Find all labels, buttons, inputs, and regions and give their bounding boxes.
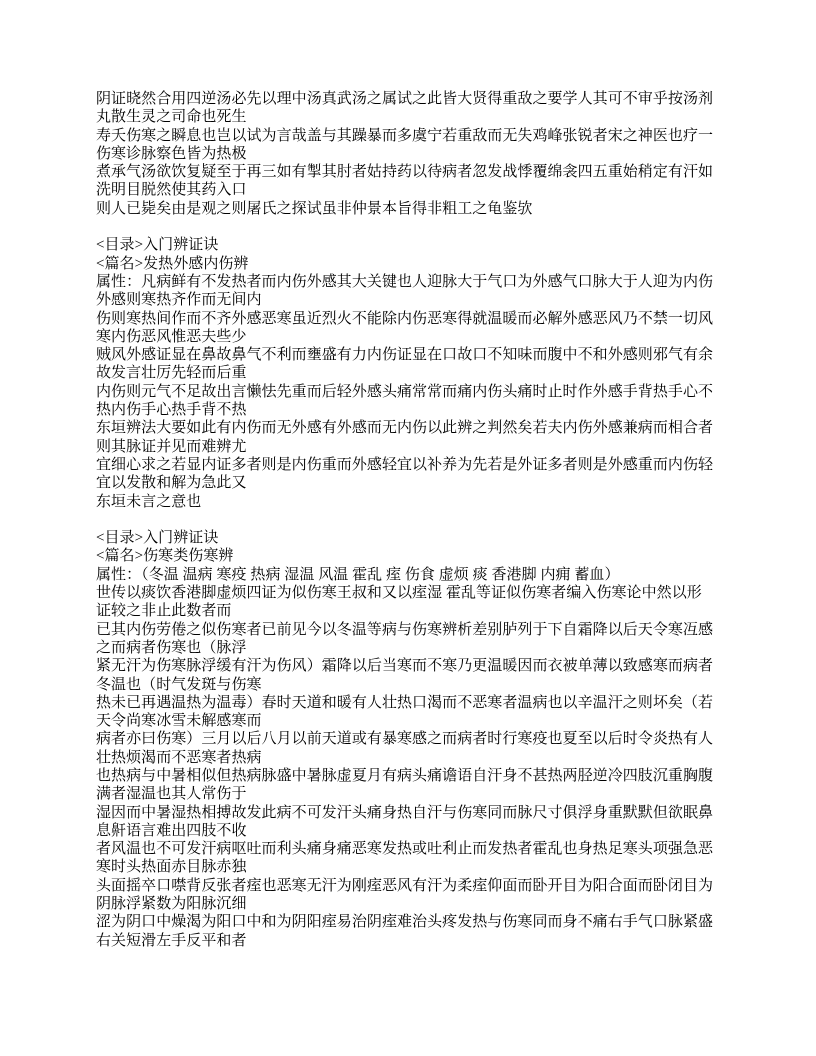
- text-line: 已其内伤劳倦之似伤寒者已前见今以冬温等病与伤寒辨析差别胪列于下自霜降以后天令寒冱感: [96, 621, 714, 638]
- text-line: 寿夭伤寒之瞬息也岂以试为言哉盖与其躁暴而多虞宁若重敌而无失鸡峰张锐者宋之神医也疗一: [96, 127, 714, 144]
- text-line: 属性：（冬温 温病 寒疫 热病 湿温 风温 霍乱 痓 伤食 虚烦 痰 香港脚 内痈 蓄血）: [96, 566, 620, 583]
- text-line: 者风温也不可发汗病呕吐而利头痛身痛恶寒发热或吐利止而发热者霍乱也身热足寒头项强急恶: [96, 841, 714, 858]
- text-line: 寒时头热面赤目脉赤独: [96, 859, 247, 876]
- text-line: <目录>入门辨证诀: [96, 237, 219, 254]
- text-line: 故发言壮厉先轻而后重: [96, 365, 247, 382]
- text-line: 头面摇卒口噤背反张者痓也恶寒无汗为刚痓恶风有汗为柔痓仰面而卧开目为阳合面而卧闭目为: [96, 877, 714, 894]
- text-line: 右关短滑左手反平和者: [96, 932, 247, 949]
- text-block: [96, 90, 720, 950]
- text-line: 宜以发散和解为急此又: [96, 475, 247, 492]
- text-line: 也热病与中暑相似但热病脉盛中暑脉虚夏月有病头痛谵语自汗身不甚热两胫逆冷四肢沉重胸腹: [96, 767, 714, 784]
- text-line: 冬温也（时气发斑与伤寒: [96, 676, 262, 693]
- text-line: 则人已毙矣由是观之则屠氏之探试虽非仲景本旨得非粗工之龟鉴欤: [96, 200, 533, 217]
- text-line: 息鼾语言难出四肢不收: [96, 822, 247, 839]
- text-line: 丸散生灵之司命也死生: [96, 109, 247, 126]
- text-line: 湿因而中暑湿热相搏故发此病不可发汗头痛身热自汗与伤寒同而脉尺寸俱浮身重默默但欲眠鼻: [96, 804, 714, 821]
- text-line: 天令尚寒冰雪未解感寒而: [96, 713, 262, 730]
- text-line: 涩为阴口中燥渴为阳口中和为阴阳痓易治阴痓难治头疼发热与伤寒同而身不痛右手气口脉紧盛: [96, 914, 714, 931]
- blank-line: [96, 511, 720, 529]
- text-line: 内伤则元气不足故出言懒怯先重而后轻外感头痛常常而痛内伤头痛时止时作外感手背热手心不: [96, 383, 714, 400]
- text-line: 东垣辨法大要如此有内伤而无外感有外感而无内伤以此辨之判然矣若夫内伤外感兼病而相合者: [96, 420, 714, 437]
- text-line: 煮承气汤欲饮复疑至于再三如有掣其肘者姑持药以待病者忽发战悸覆绵衾四五重始稍定有汗如: [96, 164, 714, 181]
- text-line: 伤则寒热间作而不齐外感恶寒虽近烈火不能除内伤恶寒得就温暖而必解外感恶风乃不禁一切风: [96, 310, 714, 327]
- blank-line: [96, 218, 720, 236]
- text-line: 阴脉浮紧数为阳脉沉细: [96, 896, 247, 913]
- text-line: 病者亦曰伤寒）三月以后八月以前天道或有暴寒感之而病者时行寒疫也夏至以后时令炎热有人: [96, 731, 714, 748]
- text-line: 热未已再遇温热为温毒）春时天道和暖有人壮热口渴而不恶寒者温病也以辛温汗之则坏矣（若: [96, 694, 714, 711]
- text-line: <目录>入门辨证诀: [96, 530, 219, 547]
- text-line: 热内伤手心热手背不热: [96, 402, 247, 419]
- text-line: 伤寒诊脉察色皆为热极: [96, 145, 247, 162]
- text-line: <篇名>发热外感内伤辨: [96, 255, 249, 272]
- text-line: 寒内伤恶风惟恶夫些少: [96, 328, 247, 345]
- text-line: 之而病者伤寒也（脉浮: [96, 639, 247, 656]
- text-line: 紧无汗为伤寒脉浮缓有汗为伤风）霜降以后当寒而不寒乃更温暖因而衣被单薄以致感寒而病者: [96, 658, 714, 675]
- text-line: 则其脉证并见而难辨尤: [96, 438, 247, 455]
- text-line: 世传以痰饮香港脚虚烦四证为似伤寒王叔和又以痓湿 霍乱等证似伤寒者编入伤寒论中然以形: [96, 585, 702, 602]
- text-line: 阴证晓然合用四逆汤必先以理中汤真武汤之属试之此皆大贤得重敌之要学人其可不审乎按汤剂: [96, 91, 714, 107]
- text-line: 属性：凡病鲜有不发热者而内伤外感其大关键也人迎脉大于气口为外感气口脉大于人迎为内伤: [96, 273, 714, 290]
- text-line: 宜细心求之若显内证多者则是内伤重而外感轻宜以补养为先若是外证多者则是外感重而内伤轻: [96, 456, 714, 473]
- text-line: 东垣未言之意也: [96, 493, 202, 510]
- text-line: 洗明目脱然使其药入口: [96, 182, 247, 199]
- text-line: 证较之非止此数者而: [96, 603, 232, 620]
- text-line: 满者湿温也其人常伤于: [96, 786, 247, 803]
- text-line: <篇名>伤寒类伤寒辨: [96, 548, 234, 565]
- text-line: 壮热烦渴而不恶寒者热病: [96, 749, 262, 766]
- text-line: 贼风外感证显在鼻故鼻气不利而壅盛有力内伤证显在口故口不知味而腹中不和外感则邪气有余: [96, 347, 714, 364]
- text-line: 外感则寒热齐作而无间内: [96, 292, 262, 309]
